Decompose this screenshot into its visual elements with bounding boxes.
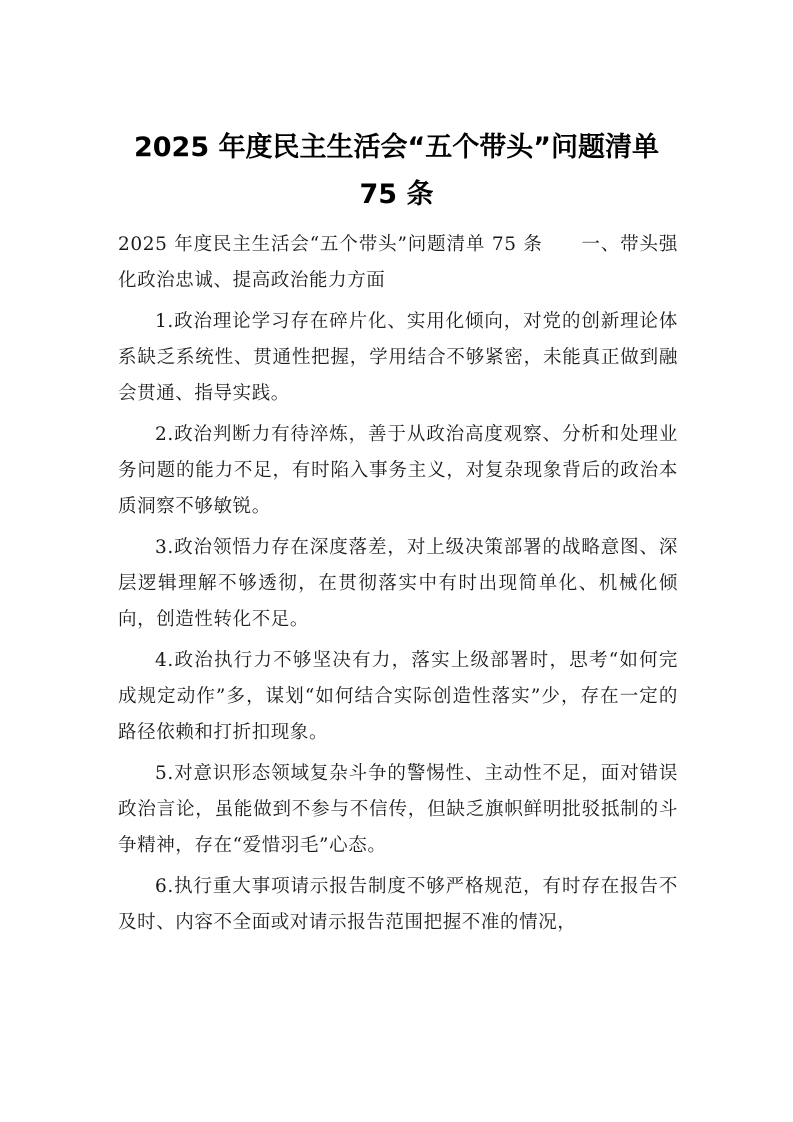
list-item: 3.政治领悟力存在深度落差，对上级决策部署的战略意图、深层逻辑理解不够透彻，在贯彻落实中有时出现简单化、机械化倾向，创造性转化不足。 [118, 537, 678, 630]
document-title-line1: 2025 年度民主生活会“五个带头”问题清单 [133, 132, 660, 163]
list-item: 5.对意识形态领域复杂斗争的警惕性、主动性不足，面对错误政治言论，虽能做到不参与不信传，但缺乏旗帜鲜明批驳抵制的斗争精神，存在“爱惜羽毛”心态。 [118, 763, 678, 856]
list-item: 1.政治理论学习存在碎片化、实用化倾向，对党的创新理论体系缺乏系统性、贯通性把握，学用结合不够紧密，未能真正做到融会贯通、指导实践。 [118, 311, 678, 404]
list-item: 6.执行重大事项请示报告制度不够严格规范，有时存在报告不及时、内容不全面或对请示报告范围把握不准的情况， [118, 876, 678, 933]
document-title-line2: 75 条 [359, 179, 434, 210]
intro-paragraph: 2025 年度民主生活会“五个带头”问题清单 75 条 一、带头强化政治忠诚、提高政治能力方面 [118, 234, 678, 291]
list-item: 2.政治判断力有待淬炼，善于从政治高度观察、分析和处理业务问题的能力不足，有时陷入事务主义，对复杂现象背后的政治本质洞察不够敏锐。 [118, 424, 678, 517]
list-item: 4.政治执行力不够坚决有力，落实上级部署时，思考“如何完成规定动作”多，谋划“如何结合实际创造性落实”少，存在一定的路径依赖和打折扣现象。 [118, 650, 678, 743]
document-body [118, 227, 678, 946]
